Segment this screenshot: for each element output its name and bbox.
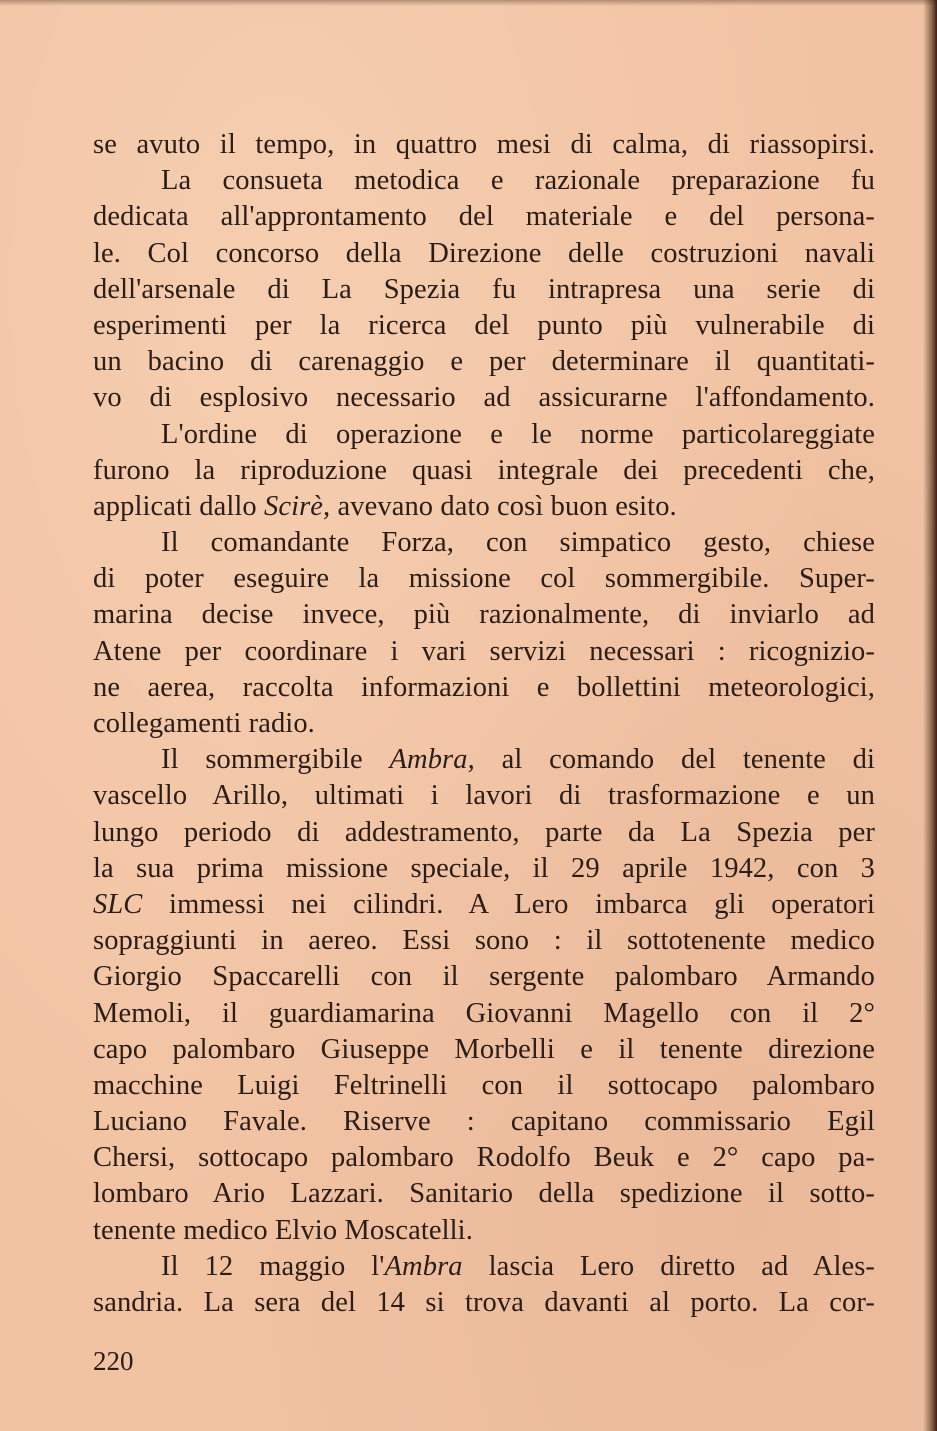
italic-ship-name: Scirè, [263, 490, 331, 522]
text-run: applicati dallo [93, 490, 264, 522]
text-line: L'ordine di operazione e le norme particolareggiate [161, 418, 875, 450]
text-line: Il comandante Forza, con simpatico gesto, chiese [161, 527, 875, 559]
text-line: dell'arsenale di La Spezia fu intrapresa una serie di [93, 273, 875, 305]
body-text [93, 127, 875, 1321]
text-line: esperimenti per la ricerca del punto più vulnerabile di [93, 309, 875, 341]
page-number: 220 [93, 1346, 134, 1376]
text-line: le. Col concorso della Direzione delle costruzioni navali [93, 237, 875, 269]
text-line: collegamenti radio. [93, 708, 315, 739]
text-line [93, 742, 875, 778]
text-line: capo palombaro Giuseppe Morbelli e il tenente direzione [93, 1033, 875, 1065]
text-line: tenente medico Elvio Moscatelli. [93, 1214, 473, 1246]
text-run: Il sommergibile [161, 744, 390, 776]
italic-ship-name: Ambra [384, 1250, 463, 1282]
text-line: di poter eseguire la missione col sommergibile. Super- [93, 563, 875, 595]
text-line: lombaro Ario Lazzari. Sanitario della spedizione il sotto- [93, 1178, 875, 1210]
italic-ship-name: Ambra, [389, 744, 475, 776]
text-line: sandria. La sera del 14 si trova davanti al porto. La cor- [93, 1287, 875, 1318]
text-line: vascello Arillo, ultimati i lavori di trasformazione e un [93, 780, 875, 812]
text-line: se avuto il tempo, in quattro mesi di calma, di riassopirsi. [93, 129, 875, 160]
text-run: al comando del tenente di [474, 744, 875, 776]
text-run: immessi nei cilindri. A Lero imbarca gli operatori [142, 888, 875, 920]
text-line: La consueta metodica e razionale preparazione fu [161, 165, 875, 197]
text-line: Atene per coordinare i vari servizi necessari : ricognizio- [93, 635, 875, 667]
text-run: avevano dato così buon esito. [330, 490, 677, 522]
italic-acronym: SLC [93, 888, 143, 920]
text-line: Chersi, sottocapo palombaro Rodolfo Beuk e 2° capo pa- [93, 1142, 875, 1174]
text-line [93, 1249, 875, 1285]
text-line: sopraggiunti in aereo. Essi sono : il sottotenente medico [93, 925, 875, 957]
text-line: furono la riproduzione quasi integrale dei precedenti che, [93, 454, 875, 486]
text-line: vo di esplosivo necessario ad assicurarne l'affondamento. [93, 382, 875, 414]
text-line: macchine Luigi Feltrinelli con il sottocapo palombaro [93, 1069, 875, 1101]
book-spine-edge [923, 0, 937, 1431]
text-line: ne aerea, raccolta informazioni e bollettini meteorologici, [93, 671, 875, 703]
text-line: dedicata all'approntamento del materiale e del persona- [93, 201, 875, 233]
text-line: marina decise invece, più razionalmente, di inviarlo ad [93, 599, 875, 631]
page-top-shadow [0, 0, 937, 6]
text-line: Luciano Favale. Riserve : capitano commissario Egil [93, 1106, 875, 1138]
text-line [93, 887, 875, 923]
text-line: lungo periodo di addestramento, parte da La Spezia per [93, 816, 875, 848]
text-line [93, 489, 875, 525]
text-run: Il 12 maggio l' [161, 1250, 385, 1282]
text-run: lascia Lero diretto ad Ales- [462, 1250, 875, 1282]
text-line: Giorgio Spaccarelli con il sergente palombaro Armando [93, 961, 875, 993]
text-line: la sua prima missione speciale, il 29 aprile 1942, con 3 [93, 852, 875, 884]
text-line: un bacino di carenaggio e per determinare il quantitati- [93, 346, 875, 378]
text-line: Memoli, il guardiamarina Giovanni Magello con il 2° [93, 997, 875, 1029]
